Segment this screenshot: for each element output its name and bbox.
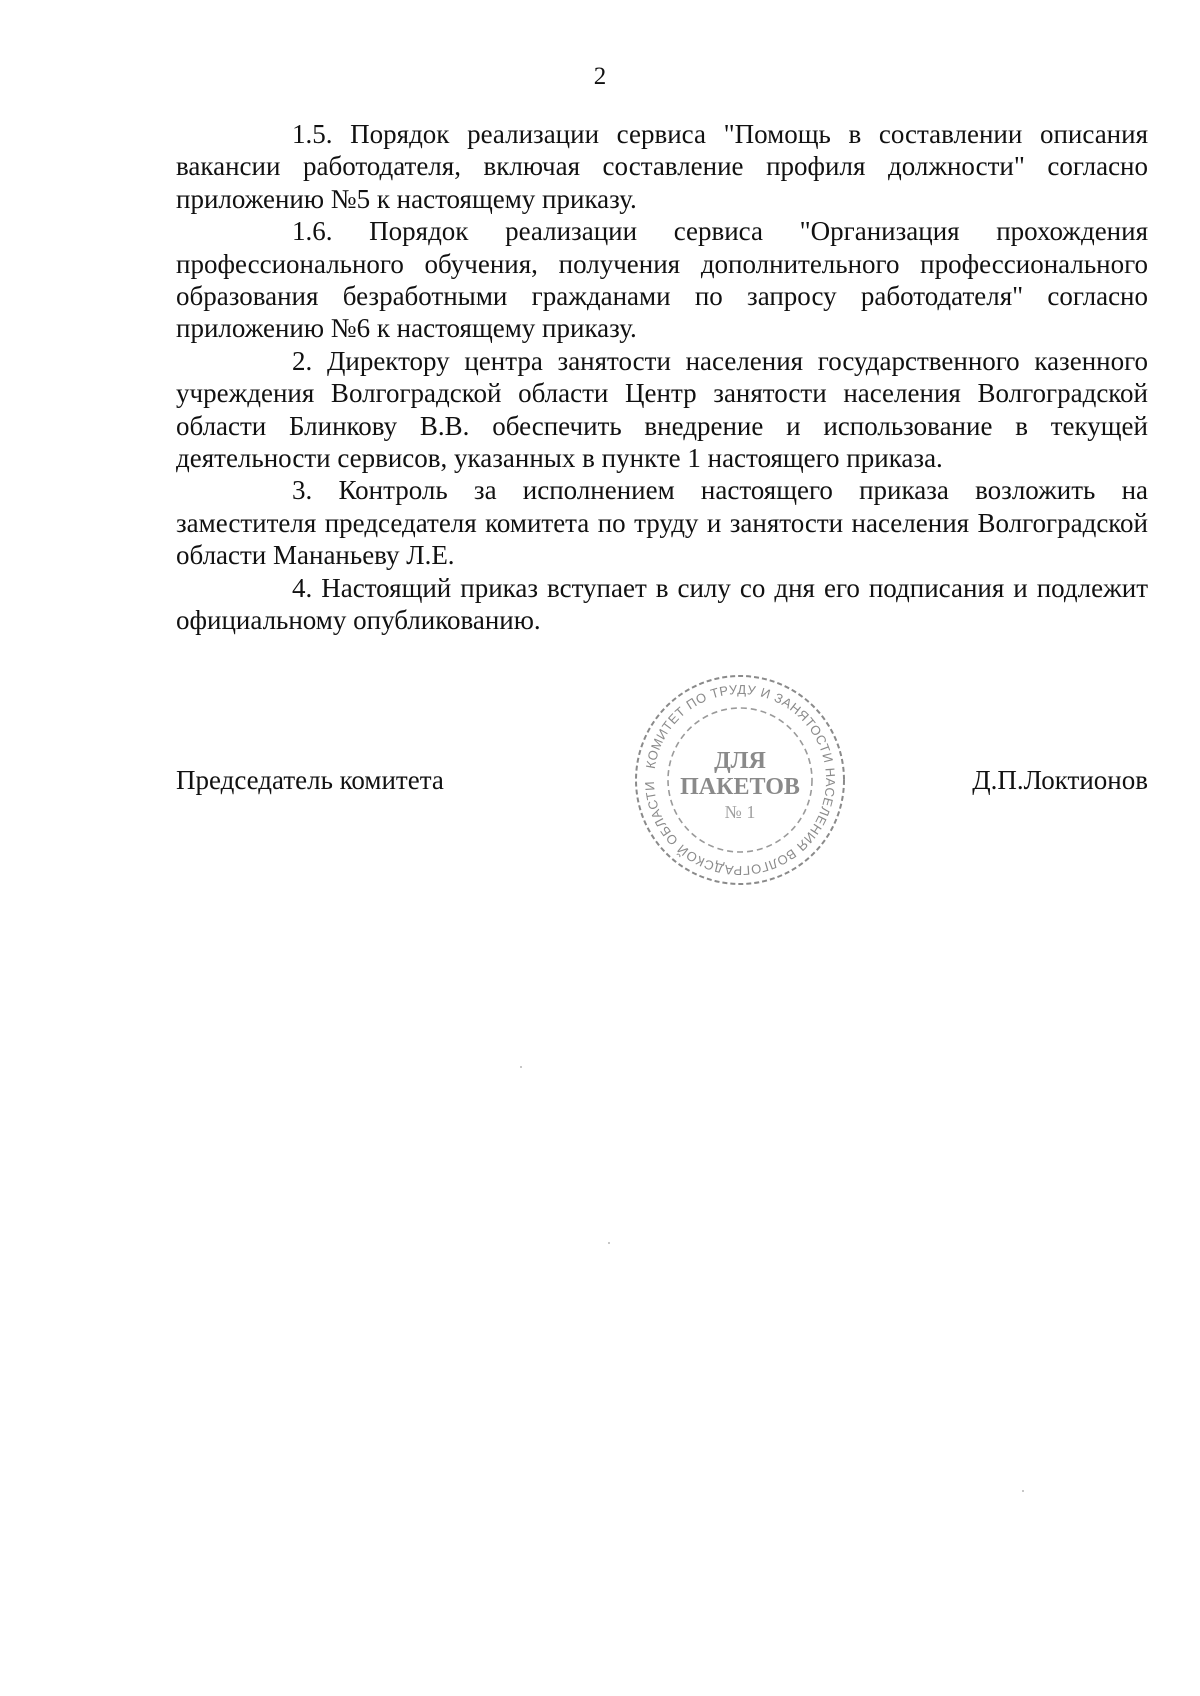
paragraph-4 [176,572,1148,637]
document-body [176,118,1148,637]
paragraph-number: 2. [292,345,313,376]
stamp-center-line-1: ДЛЯ [714,748,766,774]
paragraph-number: 1.5. [292,119,333,149]
paragraph-number: 3. [292,475,313,506]
paragraph-text: Порядок реализации сервиса "Организация прохождения профессионального обучения, получения дополнительного профессионального образования безработными гражданами по запросу работодателя" согласно приложению №6 к настоящему приказу. [176,216,1149,344]
paragraph-1-5 [176,118,1148,215]
stamp-center-line-3: № 1 [724,802,756,822]
paragraph-text: Контроль за исполнением настоящего приказа возложить на заместителя председателя комитета по труду и занятости населения Волгоградской области Мананьеву Л.Е. [176,475,1149,571]
stamp-center-line-2: ПАКЕТОВ [680,774,800,800]
scan-speck [1022,1490,1024,1492]
stamp-graphic [628,668,852,892]
scan-speck [520,1066,522,1068]
paragraph-3 [176,474,1148,571]
page-number: 2 [593,63,607,90]
paragraph-text: Настоящий приказ вступает в силу со дня его подписания и подлежит официальному опубликованию. [176,572,1149,636]
scan-speck [608,1242,610,1244]
signer-title: Председатель комитета [176,765,444,795]
stamp-ring-text: КОМИТЕТ ПО ТРУДУ И ЗАНЯТОСТИ НАСЕЛЕНИЯ ВОЛГОГРАДСКОЙ ОБЛАСТИ [641,681,839,879]
official-stamp-icon [628,668,852,892]
paragraph-2 [176,345,1148,475]
paragraph-1-6 [176,215,1148,345]
paragraph-text: Порядок реализации сервиса "Помощь в составлении описания вакансии работодателя, включая составление профиля должности" согласно приложению №5 к настоящему приказу. [176,119,1148,214]
paragraph-number: 1.6. [292,216,333,247]
paragraph-number: 4. [292,572,313,603]
signer-name: Д.П.Локтионов [972,765,1148,795]
paragraph-text: Директору центра занятости населения государственного казенного учреждения Волгоградской области Центр занятости населения Волгоградской области Блинкову В.В. обеспечить внедрение и использование в текущей деятельности сервисов, указанных в пункте 1 настоящего приказа. [176,345,1149,474]
